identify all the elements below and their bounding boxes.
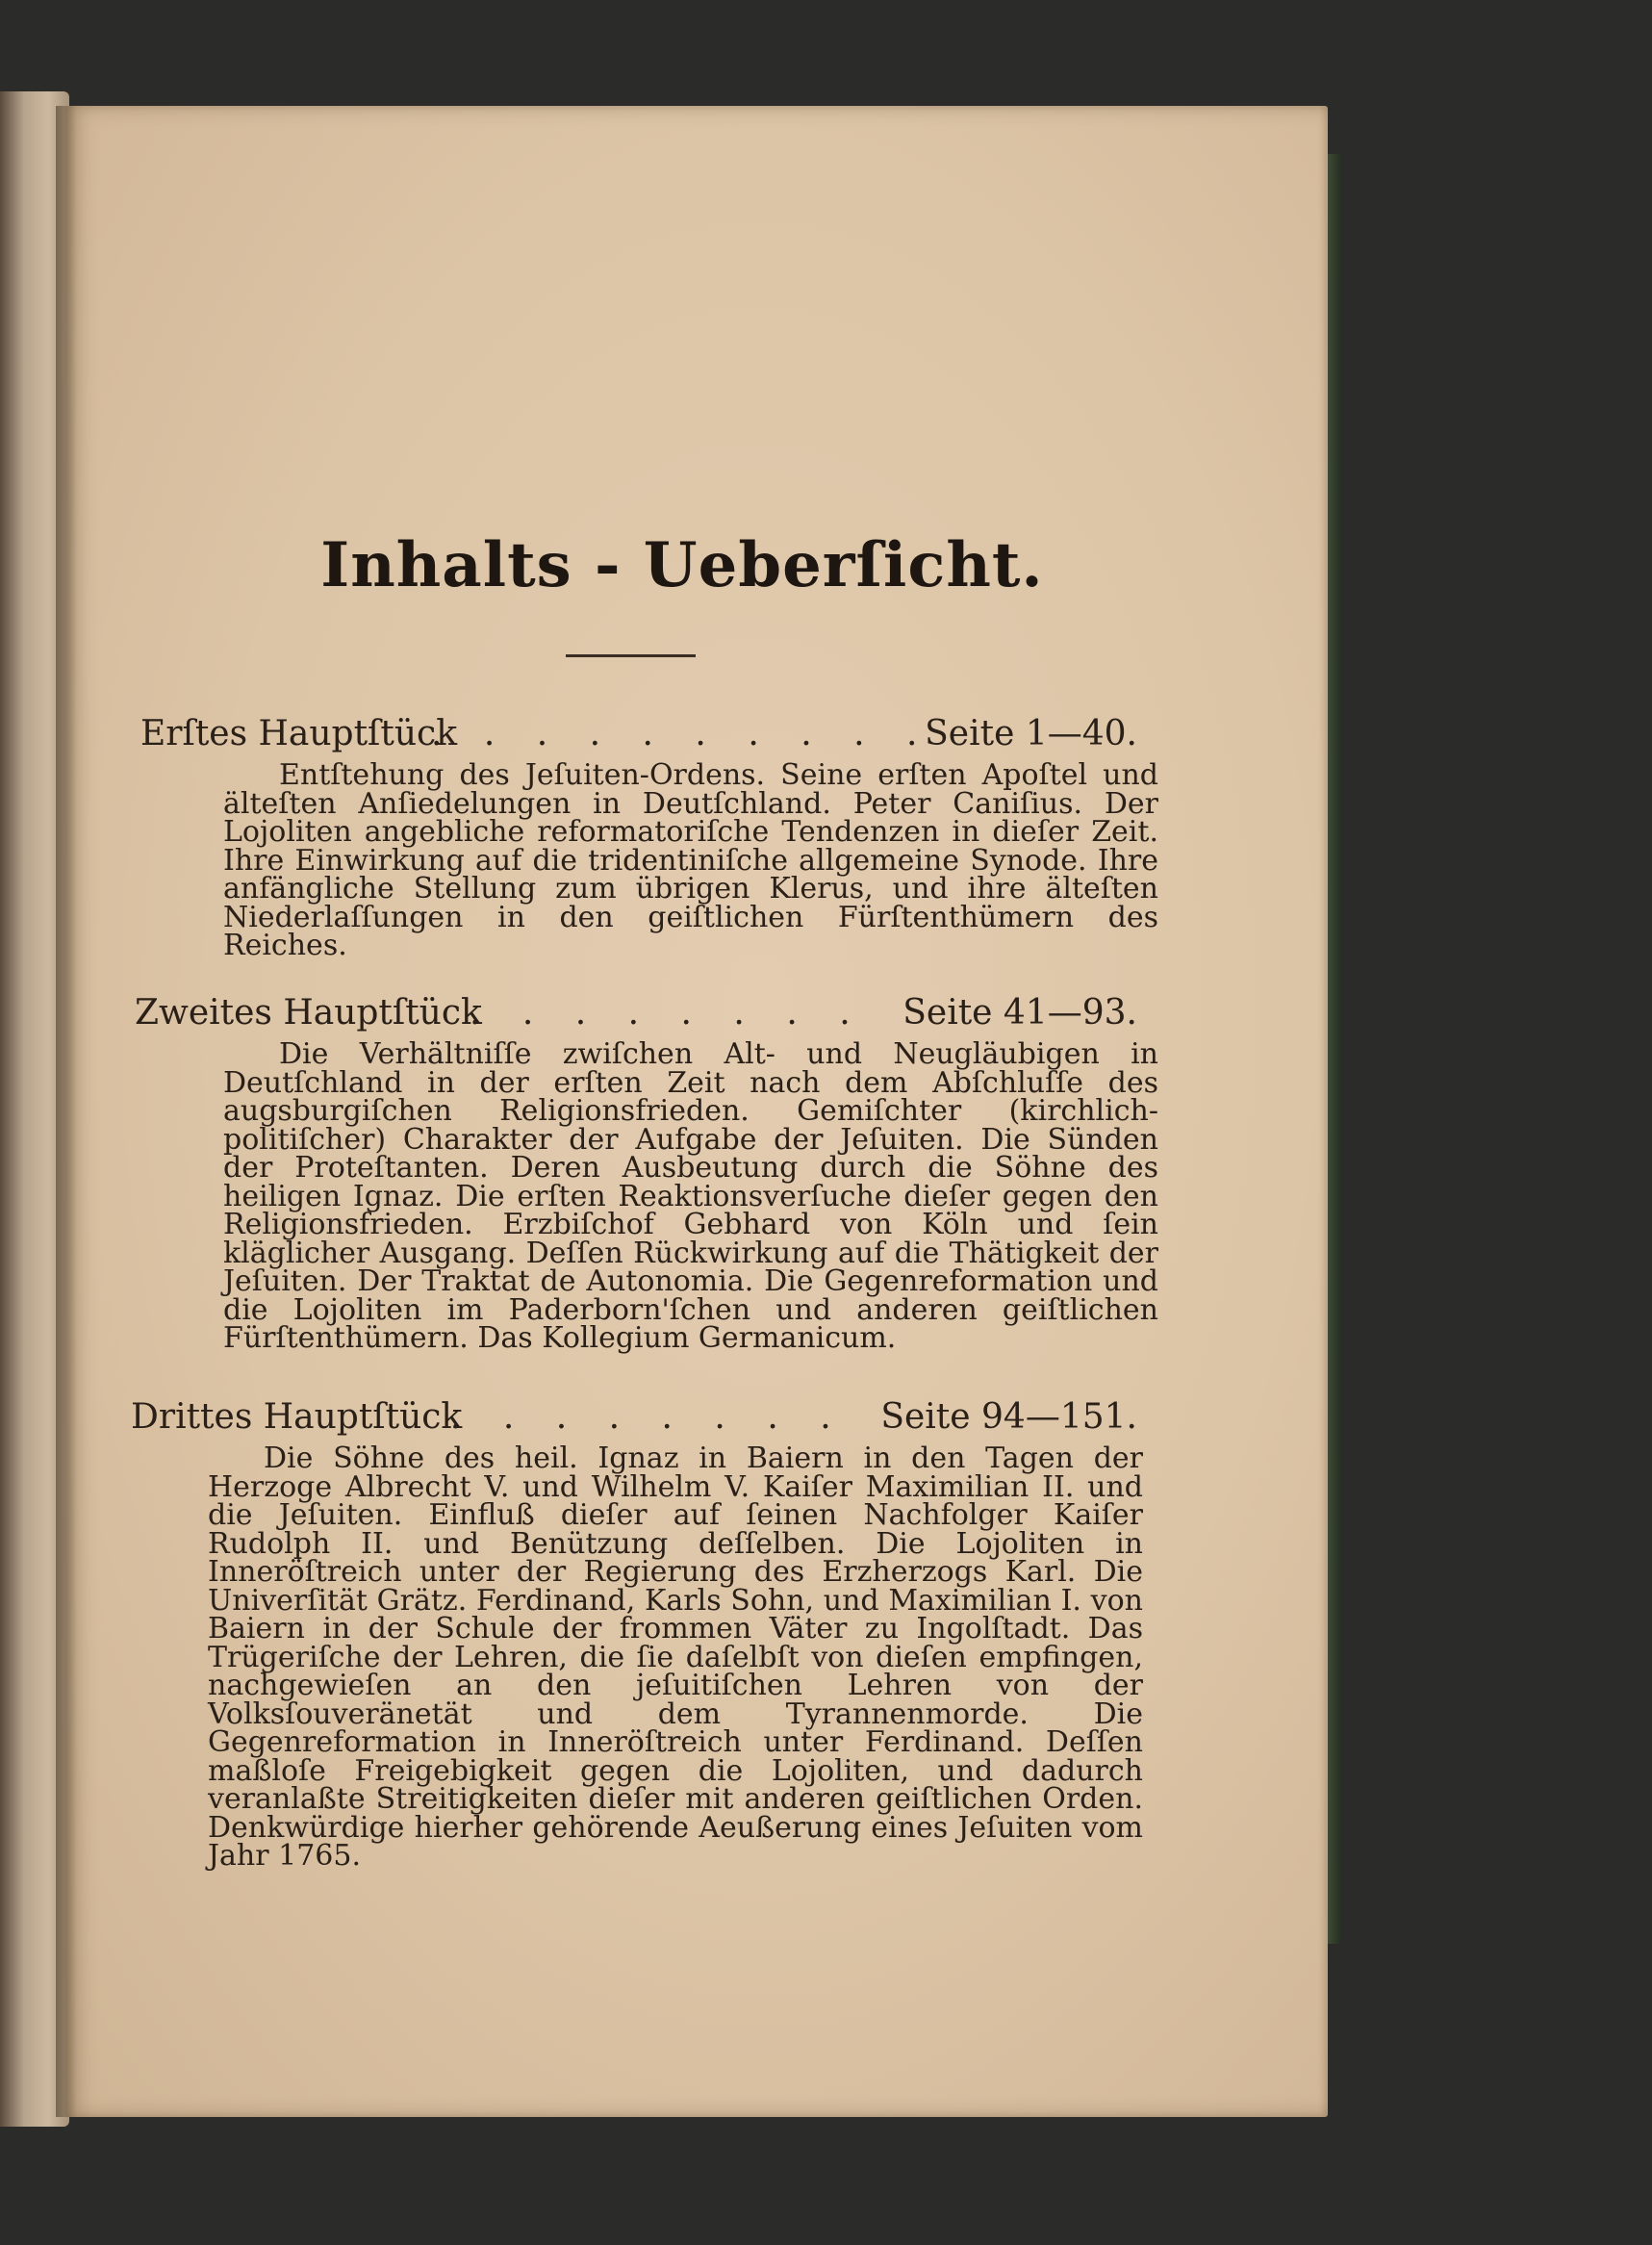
leader-dots: . . . . . . . . . . <box>431 714 933 753</box>
section-summary: Die Söhne des heil. Ignaz in Baiern in den Tagen der Herzoge Albrecht V. und Wilhelm V. Kaiſer Maximilian II. und die Jeſuiten. Einfluß dieſer auf ſeinen Nachfolger Kaiſer Rudolph II. und Benützung deſſelben. Die Lojoliten in Inneröſtreich unter der Regierung des Erzherzogs Karl. Die Univerſität Grätz. Ferdinand, Karls Sohn, und Maximilian I. von Baiern in der Schule der frommen Väter zu Ingolſtadt. Das Trügeriſche der Lehren, die ſie daſelbſt von dieſen empfingen, nachgewieſen an den jeſuitiſchen Lehren von der Volksſouveränetät und dem Tyrannenmorde. Die Gegenreformation in Inneröſtreich unter Ferdinand. Deſſen maßloſe Freigebigkeit gegen die Lojoliten, und dadurch veranlaßte Streitigkeiten dieſer mit anderen geiſtlichen Orden. Denkwürdige hierher gehörende Aeußerung eines Jeſuiten vom Jahr 1765. <box>208 1441 1143 1873</box>
page-title: Inhalts - Ueberſicht. <box>320 529 1044 601</box>
section-label: Zweites Hauptſtück <box>135 993 482 1033</box>
toc-section-3 <box>65 1390 1328 1871</box>
page-range: Seite 1—40. <box>925 714 1137 753</box>
toc-entry-heading <box>65 1390 1328 1444</box>
toc-section-2 <box>65 986 1328 1353</box>
cover-edge <box>1328 154 1341 1944</box>
section-label: Drittes Hauptſtück <box>131 1397 463 1437</box>
title-rule <box>566 654 696 657</box>
section-label: Erſtes Hauptſtück <box>140 714 458 753</box>
page-range: Seite 94—151. <box>880 1397 1137 1437</box>
page-range: Seite 41—93. <box>902 993 1137 1033</box>
section-summary: Entſtehung des Jeſuiten-Ordens. Seine erſten Apoſtel und älteſten Anſiedelungen in Deutſchland. Peter Caniſius. Der Lojoliten angebliche reformatoriſche Tendenzen in dieſer Zeit. Ihre Einwirkung auf die tridentiniſche allgemeine Synode. Ihre anfängliche Stellung zum übrigen Klerus, und ihre älteſten Niederlaſſungen in den geiſtlichen Fürſtenthümern des Reiches. <box>223 758 1158 962</box>
page-content <box>65 106 1328 2117</box>
toc-entry-heading <box>65 707 1328 761</box>
leader-dots: . . . . . . . . <box>450 1397 847 1437</box>
toc-entry-heading <box>65 986 1328 1040</box>
toc-section-1 <box>65 707 1328 960</box>
leader-dots: . . . . . . . . <box>470 993 866 1033</box>
section-summary: Die Verhältniſſe zwiſchen Alt- und Neugläubigen in Deutſchland in der erſten Zeit nach dem Abſchluſſe des augsburgiſchen Religionsfrieden. Gemiſchter (kirchlich-politiſcher) Charakter der Aufgabe der Jeſuiten. Die Sünden der Proteſtanten. Deren Ausbeutung durch die Söhne des heiligen Ignaz. Die erſten Reaktionsverſuche dieſer gegen den Religionsfrieden. Erzbiſchof Gebhard von Köln und ſein kläglicher Ausgang. Deſſen Rückwirkung auf die Thätigkeit der Jeſuiten. Der Traktat de Autonomia. Die Gegenreformation und die Lojoliten im Paderborn'ſchen und anderen geiſtlichen Fürſtenthümern. Das Kollegium Germanicum. <box>223 1037 1158 1355</box>
